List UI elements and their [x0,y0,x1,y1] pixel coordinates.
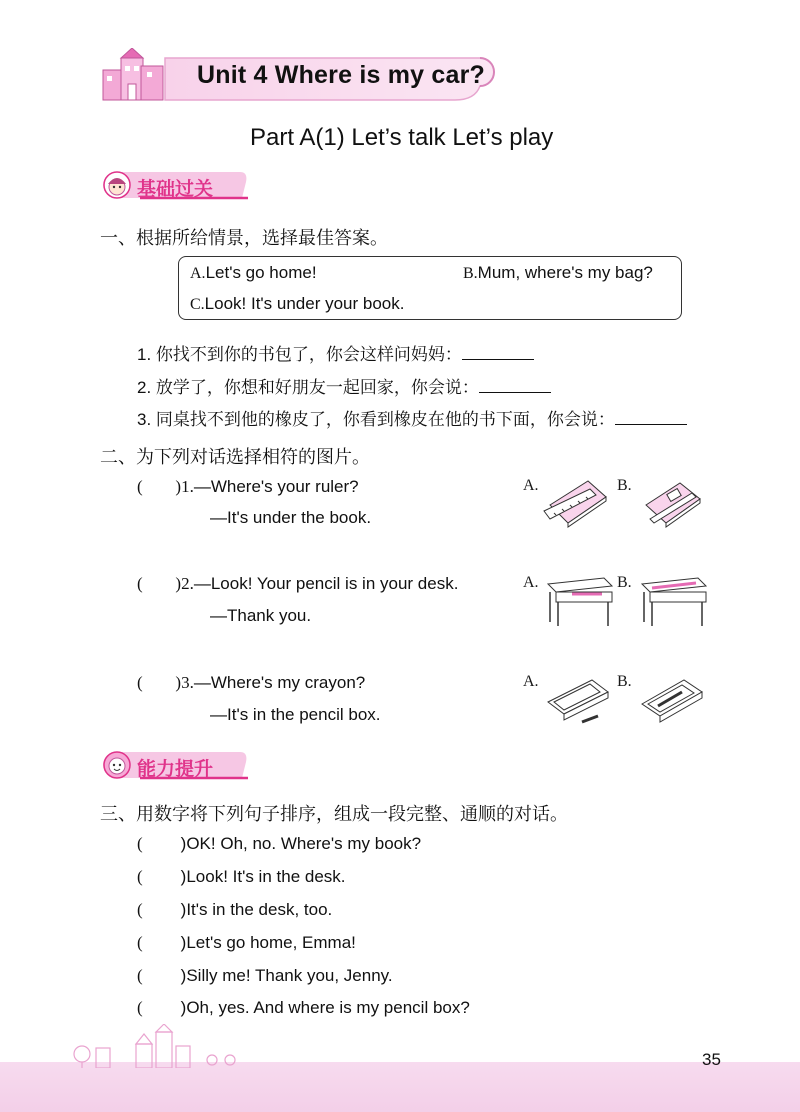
option-a: A.Let's go home! [190,263,317,282]
option-c-text: Look! It's under your book. [204,294,405,313]
q3-item-6: ( )Oh, yes. And where is my pencil box? [137,998,470,1017]
q2-item-2-line1: ( )2.—Look! Your pencil is in your desk. [137,574,459,593]
desk-icon [542,572,614,628]
q2-item-2-line2: —Thank you. [210,606,312,625]
footer-band [0,1062,800,1112]
book-ruler-icon [540,475,612,531]
q2-item-3-line1: ( )3.—Where's my crayon? [137,673,366,692]
q2-heading: 二、为下列对话选择相符的图片。 [100,447,370,467]
q3-item-1: ( )OK! Oh, no. Where's my book? [137,834,422,853]
choice-a-label: A. [523,673,539,690]
unit-title: Unit 4 Where is my car? [197,61,486,89]
q3-item-5: ( )Silly me! Thank you, Jenny. [137,966,393,985]
lion-face-icon [104,752,130,778]
answer-blank[interactable] [462,344,534,360]
q3-heading: 三、用数字将下列句子排序，组成一段完整、通顺的对话。 [100,804,568,824]
girl-face-icon [104,172,130,198]
castle-icon [103,48,163,100]
q1-heading: 一、根据所给情景，选择最佳答案。 [100,228,388,248]
option-b: B.Mum, where's my bag? [463,263,653,282]
q1-item-3: 3. 同桌找不到他的橡皮了，你看到橡皮在他的书下面，你会说： [137,405,687,430]
pencil-box-icon [636,672,708,728]
section-advanced-label: 能力提升 [137,759,214,780]
castle-footer-icon [70,1024,250,1068]
part-title: Part A(1) Let’s talk Let’s play [250,124,554,151]
section-basic-label: 基础过关 [137,179,214,200]
pencil-box-icon [542,672,614,728]
choice-b-label: B. [617,673,632,690]
q2-item-1-line2: —It's under the book. [210,508,372,527]
q3-item-3: ( )It's in the desk, too. [137,900,333,919]
page-number: 35 [702,1050,721,1069]
q1-item-2: 2. 放学了，你想和好朋友一起回家，你会说： [137,373,551,398]
desk-icon [638,572,710,628]
choice-b-label: B. [617,477,632,494]
option-a-text: Let's go home! [205,263,317,282]
choice-b-label: B. [617,574,632,591]
option-c: C.Look! It's under your book. [190,294,405,313]
answer-blank[interactable] [479,377,551,393]
q3-item-4: ( )Let's go home, Emma! [137,933,356,952]
q2-item-3-line2: —It's in the pencil box. [210,705,381,724]
q2-item-1-line1: ( )1.—Where's your ruler? [137,477,359,496]
choice-a-label: A. [523,477,539,494]
q3-item-2: ( )Look! It's in the desk. [137,867,346,886]
q1-item-1: 1. 你找不到你的书包了，你会这样问妈妈： [137,340,534,365]
book-ruler-icon [636,475,708,531]
option-b-text: Mum, where's my bag? [477,263,653,282]
choice-a-label: A. [523,574,539,591]
answer-blank[interactable] [615,409,687,425]
